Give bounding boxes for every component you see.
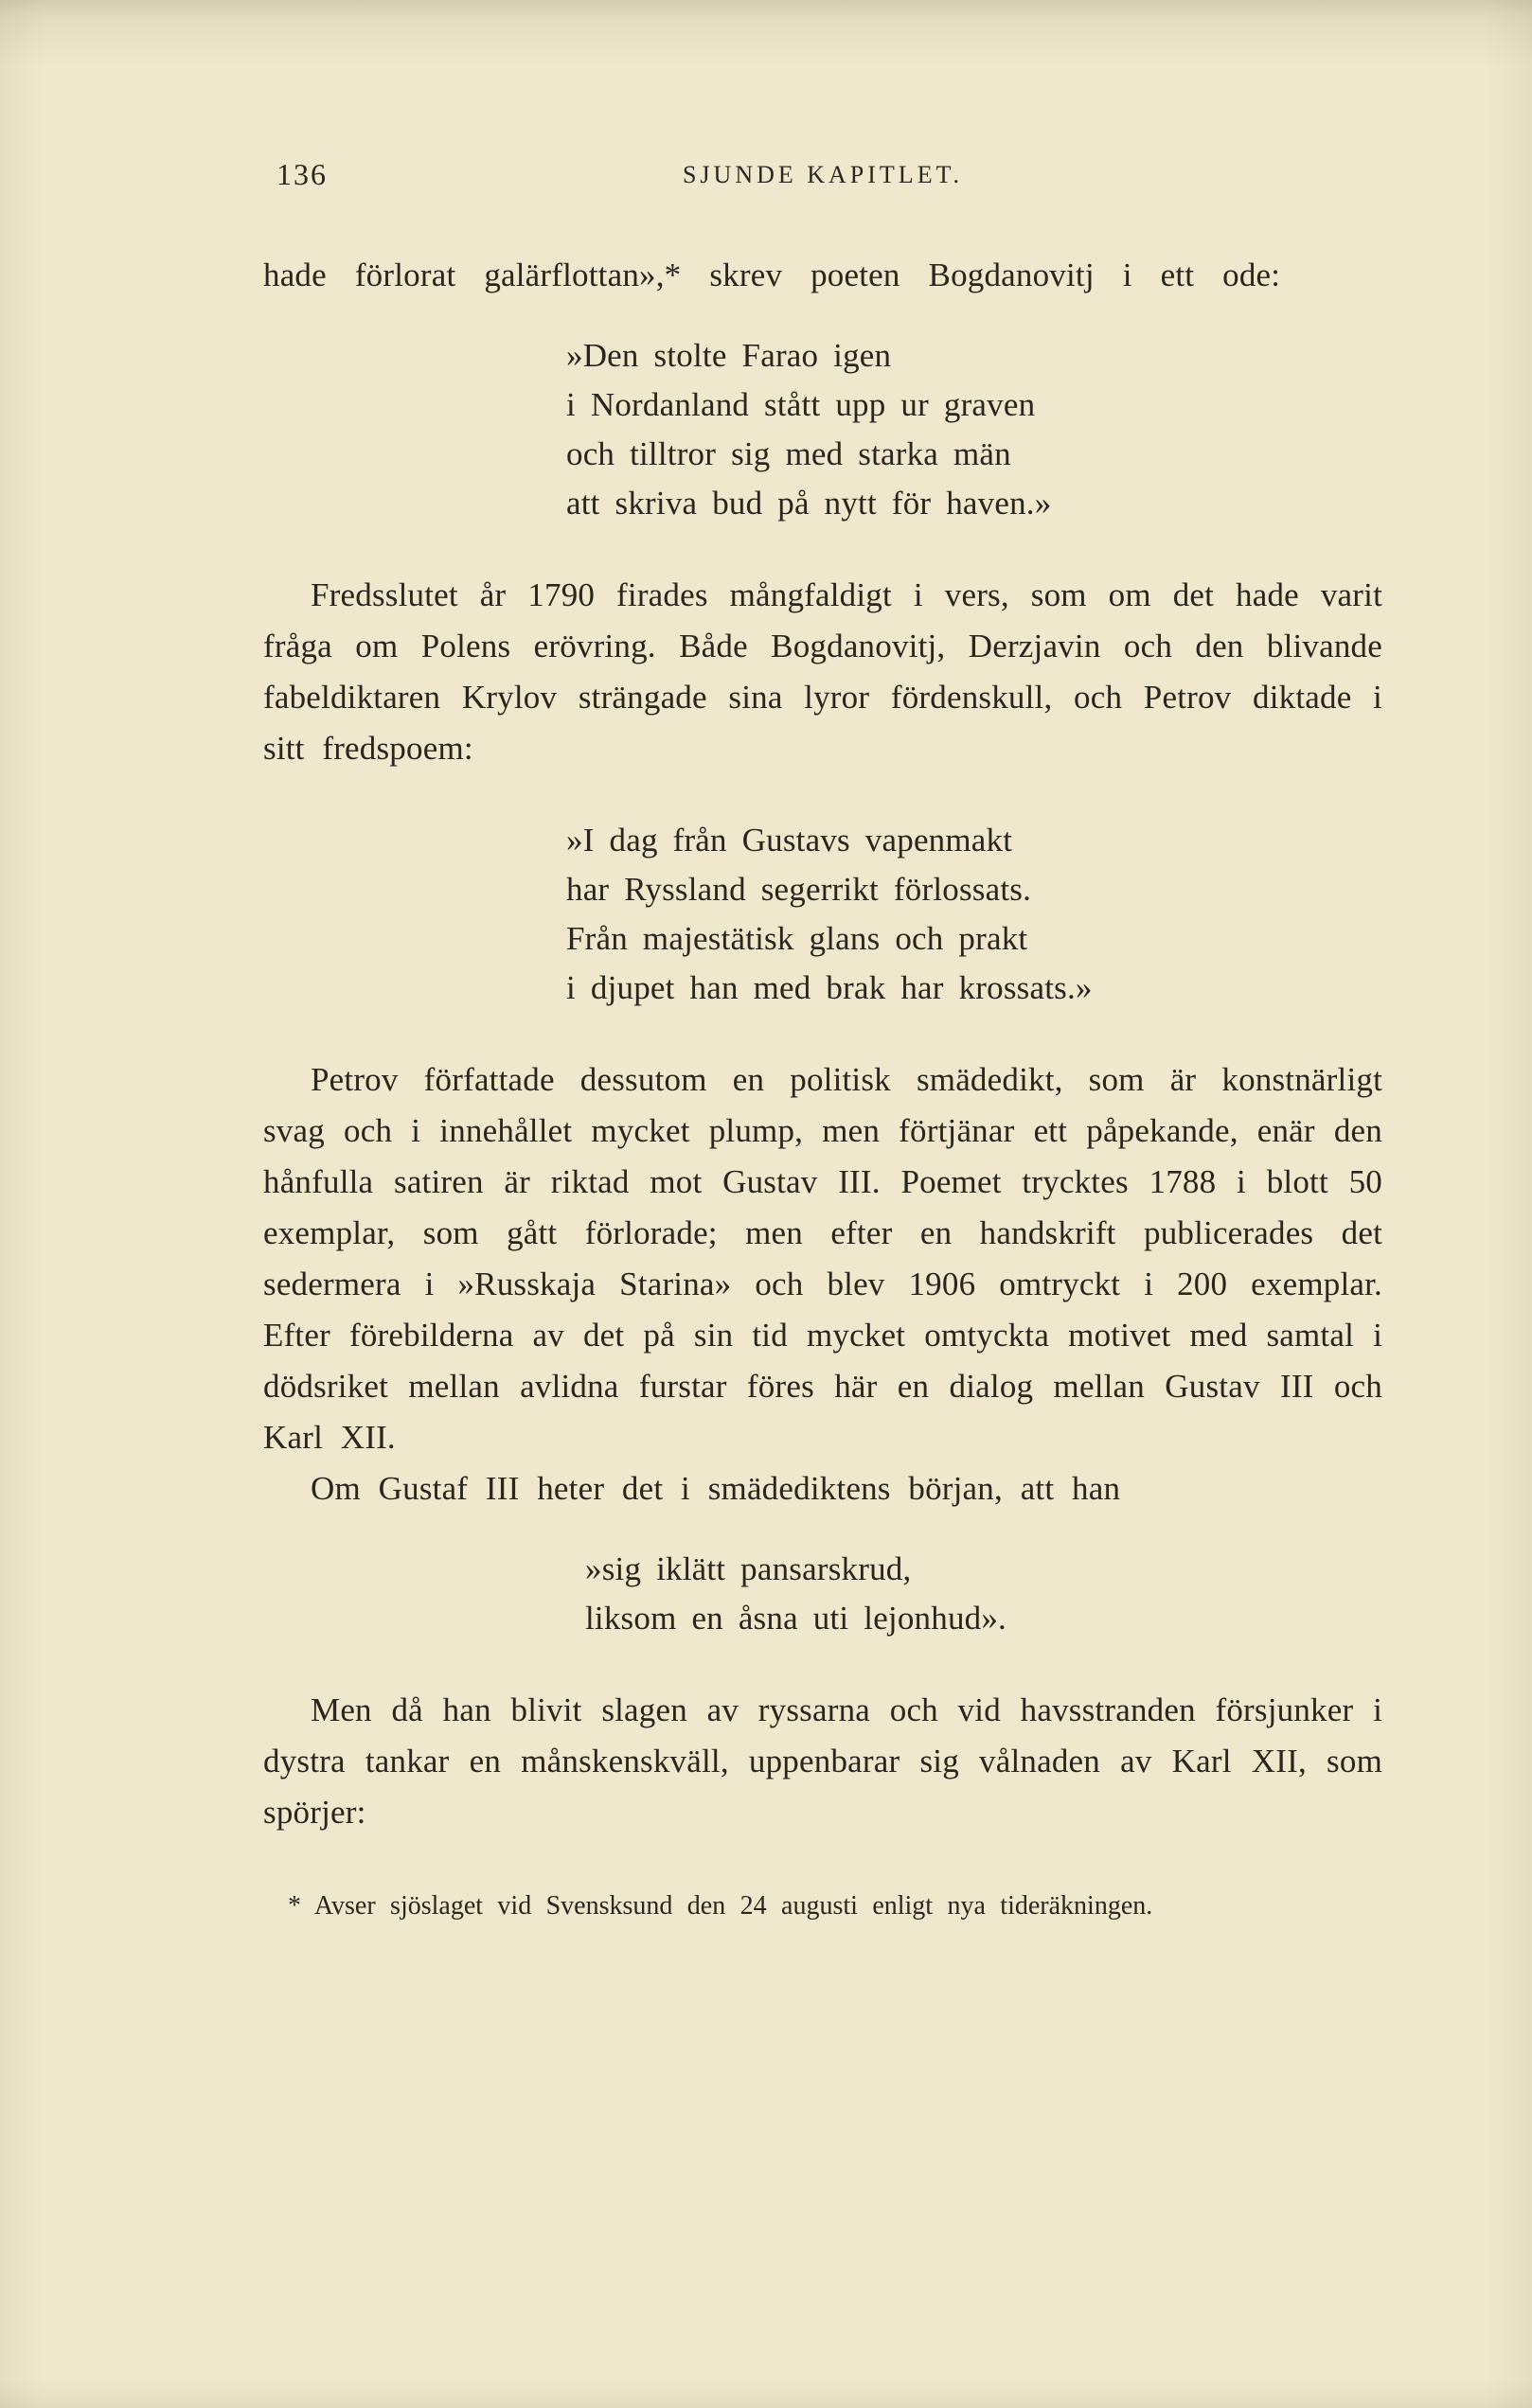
verse-line: »I dag från Gustavs vapenmakt	[566, 822, 1013, 859]
verse-line: Från majestätisk glans och prakt	[566, 920, 1028, 957]
footnote: * Avser sjöslaget vid Svensksund den 24 augusti enligt nya tideräkningen.	[288, 1891, 1153, 1921]
text-block	[263, 151, 1382, 1925]
page-header	[263, 151, 1382, 204]
verse-line: att skriva bud på nytt för haven.»	[566, 485, 1052, 522]
verse-line: och tilltror sig med starka män	[566, 435, 1011, 472]
verse-line: »sig iklätt pansarskrud,	[585, 1550, 912, 1587]
verse-line: i djupet han med brak har krossats.»	[566, 969, 1093, 1006]
verse-line: »Den stolte Farao igen	[566, 337, 892, 374]
verse	[566, 816, 1382, 1013]
verse-line: liksom en åsna uti lejonhud».	[585, 1600, 1006, 1637]
verse	[585, 1545, 1382, 1643]
chapter-title: SJUNDE KAPITLET.	[682, 161, 964, 188]
paragraph: hade förlorat galärflottan»,* skrev poeten Bogdanovitj i ett ode:	[263, 257, 1281, 293]
verse-line: har Ryssland segerrikt förlossats.	[566, 871, 1032, 908]
paragraph: Men då han blivit slagen av ryssarna och vid havsstranden försjunker i dystra tankar en månskenskväll, uppenbarar sig vålnaden av Karl XII, som spörjer:	[263, 1691, 1382, 1831]
page-number: 136	[276, 157, 328, 191]
verse	[566, 331, 1382, 528]
paragraph: Om Gustaf III heter det i smädediktens början, att han	[311, 1470, 1121, 1507]
verse-line: i Nordanland stått upp ur graven	[566, 386, 1036, 423]
paragraph: Petrov författade dessutom en politisk smädedikt, som är konstnärligt svag och i innehållet mycket plump, men förtjänar ett påpekande, enär den hånfulla satiren är riktad mot Gustav III. Poemet trycktes 1788 i blott 50 exemplar, som gått förlorade; men efter en handskrift publicerades det sedermera i »Russkaja Starina» och blev 1906 omtryckt i 200 exemplar. Efter förebilderna av det på sin tid mycket omtyckta motivet med samtal i dödsriket mellan avlidna furstar föres här en dialog mellan Gustav III och Karl XII.	[263, 1061, 1382, 1456]
paragraph: Fredsslutet år 1790 firades mångfaldigt i vers, som om det hade varit fråga om Polens erövring. Både Bogdanovitj, Derzjavin och den blivande fabeldiktaren Krylov strängade sina lyror fördenskull, och Petrov diktade i sitt fredspoem:	[263, 576, 1382, 767]
